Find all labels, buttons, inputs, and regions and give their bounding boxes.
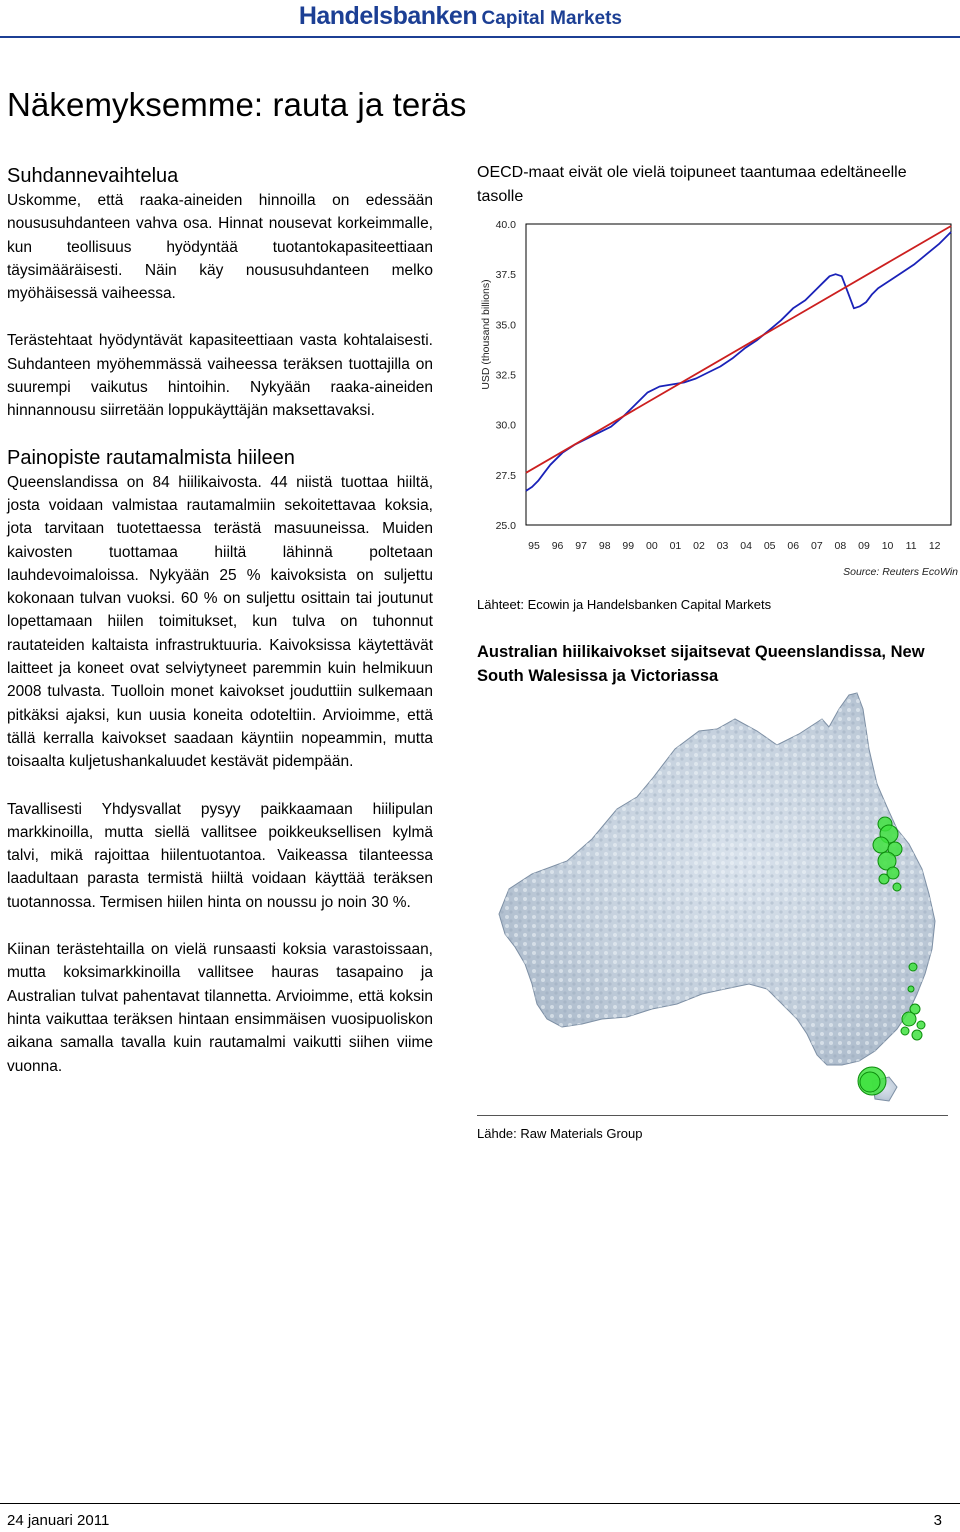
x-tick-label: 09: [858, 540, 870, 552]
x-tick-label: 07: [810, 540, 823, 552]
paragraph: Queenslandissa on 84 hiilikaivosta. 44 niistä tuottaa hiiltä, josta voidaan valmistaa rautamalmiin sekoitettavaa koksia, jota tarvitaan tuotettaessa terästä masuuneissa. Muiden kaivosten tuottamaa hiiltä lähinnä poltetaan lauhdevoimaloissa. Nykyään 25 % kaivoksista on suljettu kokonaan tulvan vuoksi. 60 % on suljettu osittain tai joutunut lopettamaan hiilen toimitukset, kun tulva on tuhonnut rautateiden kaltaista infrastruktuuria. Kaivoksissa käytettävät laitteet ja koneet ovat selviytyneet paremmin kuin helmikuun 2008 tulvasta. Tuolloin monet kaivokset jouduttiin sulkemaan pitkäksi ajaksi, kun uusia koneita odoteltiin. Arvioimme, että tällä kerralla kaivokset saadaan käyntiin nopeammin, mutta toisaalta kuljetushankaluudet kestävät pidempään.: [7, 473, 433, 771]
x-tick-label: 97: [575, 540, 587, 552]
paragraph: Kiinan terästehtailla on vielä runsaasti koksia varastoissaan, mutta koksimarkkinoilla vallitsee hauras tasapaino ja Australian tulvat pahentavat tilannetta. Arvioimme, että koksin hinta vaikuttaa teräksen hintaan ensimmäisen vuosipuoliskon aikana samalla tavalla kuin rautamalmi vaikutti siihen viime vuonna.: [7, 941, 433, 1075]
page-title: Näkemyksemme: rauta ja teräs: [7, 86, 467, 123]
y-tick-label: 27.5: [495, 469, 516, 482]
x-tick-label: 06: [787, 540, 800, 552]
x-tick-label: 98: [598, 540, 611, 552]
footer-date: 24 januari 2011: [7, 1512, 110, 1529]
map-title: Australian hiilikaivokset sijaitsevat Queenslandissa, New South Walesissa ja Victoriassa: [477, 643, 925, 685]
footer-divider: [0, 1503, 960, 1504]
x-tick-label: 10: [881, 540, 894, 552]
y-tick-label: 32.5: [495, 369, 516, 382]
map-source: Lähde: Raw Materials Group: [477, 1126, 643, 1141]
brand-sub: Capital Markets: [481, 8, 622, 29]
y-tick-label: 30.0: [495, 419, 516, 432]
y-tick-label: 25.0: [495, 520, 516, 532]
y-tick-label: 35.0: [495, 319, 516, 332]
x-tick-label: 11: [905, 540, 917, 552]
y-axis-label: USD (thousand billions): [480, 279, 492, 390]
x-tick-label: 99: [622, 540, 635, 552]
x-tick-label: 03: [716, 540, 729, 552]
x-tick-label: 08: [834, 540, 847, 552]
map-divider: [477, 1115, 948, 1116]
section-heading-cycle: Suhdannevaihtelua: [7, 165, 179, 187]
section-heading-coal: Painopiste rautamalmista hiileen: [7, 446, 295, 469]
header-divider: [0, 36, 960, 38]
x-tick-label: 02: [693, 540, 705, 552]
x-tick-label: 05: [763, 540, 776, 552]
x-tick-label: 12: [928, 540, 941, 552]
chart-source: Lähteet: Ecowin ja Handelsbanken Capital Markets: [477, 597, 772, 612]
paragraph: Tavallisesti Yhdysvallat pysyy paikkaamaan hiilipulan markkinoilla, mutta siellä vallitsee poikkeuksellisen kylmä talvi, mikä rajoittaa hiilentuotantoa. Vaikeassa tilanteessa laadultaan parasta termistä hiiltä voidaan käyttää teräksen tuotannossa. Termisen hiilen hinta on noussu jo noin 30 %.: [7, 800, 433, 911]
brand-main: Handelsbanken: [298, 2, 478, 30]
chart-title: OECD-maat eivät ole vielä toipuneet taantumaa edeltäneelle tasolle: [477, 164, 907, 205]
plot-frame: [526, 224, 951, 525]
australia-map-image: [477, 689, 948, 1111]
y-tick-label: 37.5: [495, 269, 516, 282]
page-number: 3: [933, 1512, 942, 1529]
gdp-series-line: [526, 232, 951, 491]
x-tick-label: 01: [669, 540, 682, 552]
y-tick-label: 40.0: [495, 219, 516, 231]
left-column: [7, 163, 433, 1078]
paragraph: Terästehtaat hyödyntävät kapasiteettiaan vasta kohtalaisesti. Suhdanteen myöhemmässä vaiheessa teräksen tuottajilla on suurempi vaikutus hintoihin. Nykyään raaka-aineiden hinnannousu siirretään loppukäyttäjän maksettavaksi.: [7, 332, 433, 420]
oecd-gdp-chart: [470, 205, 958, 590]
chart-credit: Source: Reuters EcoWin: [843, 566, 958, 578]
brand-logo: [299, 2, 622, 31]
x-tick-label: 96: [551, 540, 564, 552]
x-tick-label: 95: [528, 540, 540, 552]
x-tick-label: 04: [740, 540, 752, 552]
paragraph: Uskomme, että raaka-aineiden hinnoilla on edessään noususuhdanteen vahva osa. Hinnat nousevat korkeimmalle, kun teollisuus hyödyntää tuotantokapasiteettiaan täysimääräisesti. Näin käy noususuhdanteen melko myöhäisessä vaiheessa.: [7, 192, 433, 303]
trend-line: [526, 226, 951, 473]
australia-coal-mine-map: [477, 689, 948, 1111]
x-tick-label: 00: [646, 540, 658, 552]
